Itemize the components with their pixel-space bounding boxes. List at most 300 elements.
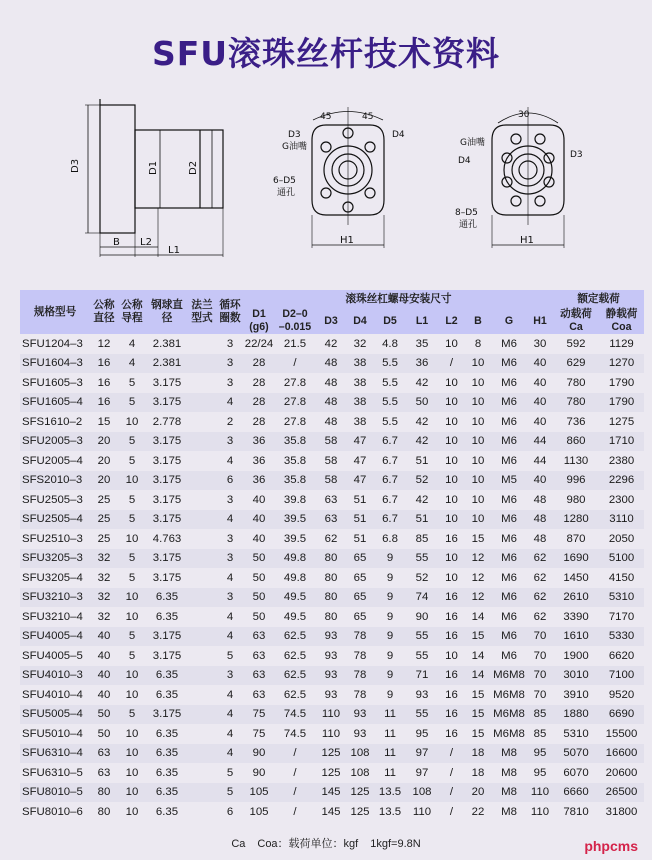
table-cell: 3 (216, 334, 244, 354)
table-cell: 6.35 (146, 763, 188, 783)
side-view-drawing (85, 99, 223, 257)
table-cell: 5 (118, 627, 146, 647)
table-cell: / (438, 763, 465, 783)
table-cell: 6.35 (146, 783, 188, 803)
table-cell: M8 (491, 763, 527, 783)
table-cell: 31800 (599, 802, 644, 822)
table-cell (188, 529, 216, 549)
table-cell: 50 (90, 705, 118, 725)
table-cell: / (274, 802, 316, 822)
table-cell: 50 (90, 724, 118, 744)
table-cell: 3 (216, 354, 244, 374)
model-cell: SFU4010–4 (20, 685, 90, 705)
model-cell: SFS1610–2 (20, 412, 90, 432)
table-cell: 1130 (553, 451, 599, 471)
table-cell: 2 (216, 412, 244, 432)
table-cell: 70 (527, 627, 553, 647)
table-cell (188, 607, 216, 627)
table-row (20, 705, 644, 725)
table-row (20, 607, 644, 627)
table-cell: 50 (244, 568, 274, 588)
table-cell: 74 (406, 588, 438, 608)
watermark-logo: phpcms (584, 838, 638, 854)
table-cell: 6.35 (146, 685, 188, 705)
table-cell: 28 (244, 393, 274, 413)
table-cell: 48 (316, 412, 346, 432)
table-cell: 49.5 (274, 588, 316, 608)
footer-ca: Ca (231, 838, 246, 850)
label-angle-right-a: 45 (362, 112, 374, 122)
table-cell: 592 (553, 334, 599, 354)
table-cell: M8 (491, 744, 527, 764)
label-b-side: B (113, 237, 120, 248)
table-row (20, 802, 644, 822)
table-cell: 10 (118, 666, 146, 686)
model-cell: SFU2510–3 (20, 529, 90, 549)
table-cell: 4 (118, 354, 146, 374)
table-cell: 38 (346, 354, 374, 374)
table-cell: 6.35 (146, 666, 188, 686)
table-cell: 125 (346, 783, 374, 803)
table-cell: 95 (406, 724, 438, 744)
table-cell: 14 (465, 666, 491, 686)
table-cell: 80 (316, 588, 346, 608)
model-cell: SFS2010–3 (20, 471, 90, 491)
header-h1: H1 (527, 308, 553, 334)
table-cell: 47 (346, 471, 374, 491)
label-g-b: G油嘴 (460, 138, 485, 148)
model-cell: SFU5005–4 (20, 705, 90, 725)
table-cell: 63 (316, 510, 346, 530)
table-cell: 1710 (599, 432, 644, 452)
table-cell: 10 (438, 451, 465, 471)
table-cell: 40 (90, 646, 118, 666)
table-cell: 145 (316, 802, 346, 822)
table-row (20, 490, 644, 510)
table-cell: 14 (465, 607, 491, 627)
table-cell: 27.8 (274, 393, 316, 413)
header-b: B (465, 308, 491, 334)
table-cell: 4 (216, 568, 244, 588)
table-cell: 90 (244, 763, 274, 783)
table-cell: 90 (406, 607, 438, 627)
table-cell: 10 (465, 471, 491, 491)
table-cell: M6 (491, 568, 527, 588)
table-row (20, 432, 644, 452)
table-cell: / (274, 354, 316, 374)
table-cell: M8 (491, 783, 527, 803)
table-cell: 10 (118, 724, 146, 744)
table-cell: 62 (527, 588, 553, 608)
table-cell: 10 (438, 412, 465, 432)
table-cell: M6 (491, 412, 527, 432)
table-cell: 16 (438, 724, 465, 744)
table-cell: 9 (374, 588, 406, 608)
table-cell: 42 (406, 373, 438, 393)
table-cell: 5.5 (374, 373, 406, 393)
model-cell: SFU1204–3 (20, 334, 90, 354)
table-cell: 10 (118, 412, 146, 432)
table-cell: 20 (90, 451, 118, 471)
table-cell: 8 (465, 334, 491, 354)
table-cell: 71 (406, 666, 438, 686)
table-cell (188, 763, 216, 783)
table-cell: 35.8 (274, 471, 316, 491)
table-cell: 12 (90, 334, 118, 354)
table-cell: 36 (244, 471, 274, 491)
table-cell: 3.175 (146, 451, 188, 471)
table-cell: 4 (216, 705, 244, 725)
table-cell: 15500 (599, 724, 644, 744)
table-cell: 11 (374, 744, 406, 764)
table-cell: 9 (374, 666, 406, 686)
table-cell: 16600 (599, 744, 644, 764)
table-cell: 49.8 (274, 568, 316, 588)
table-cell: 5310 (599, 588, 644, 608)
table-cell: 108 (346, 763, 374, 783)
table-cell: 63 (90, 763, 118, 783)
table-cell: 4.8 (374, 334, 406, 354)
table-cell: 22 (465, 802, 491, 822)
model-cell: SFU4005–4 (20, 627, 90, 647)
table-cell: 5 (118, 432, 146, 452)
table-cell: 27.8 (274, 412, 316, 432)
table-cell: 55 (406, 627, 438, 647)
table-cell (188, 783, 216, 803)
table-cell: 70 (527, 666, 553, 686)
header-d5: D5 (374, 308, 406, 334)
spec-table-wrapper (20, 290, 644, 822)
header-ball-dia: 钢球直径 (146, 290, 188, 334)
table-cell: M6M8 (491, 685, 527, 705)
table-cell: 4.763 (146, 529, 188, 549)
table-cell: 2380 (599, 451, 644, 471)
table-cell: / (438, 802, 465, 822)
table-cell: 110 (316, 705, 346, 725)
table-row (20, 510, 644, 530)
table-cell: 42 (406, 490, 438, 510)
table-cell: 10 (438, 646, 465, 666)
table-cell: 5 (118, 393, 146, 413)
table-cell: 5 (118, 510, 146, 530)
model-cell: SFU4010–3 (20, 666, 90, 686)
table-cell: 9 (374, 627, 406, 647)
table-cell: 39.5 (274, 529, 316, 549)
table-cell (188, 646, 216, 666)
table-cell: 65 (346, 549, 374, 569)
table-cell: 16 (90, 354, 118, 374)
table-cell: 1880 (553, 705, 599, 725)
table-row (20, 334, 644, 354)
table-cell: 65 (346, 588, 374, 608)
table-row (20, 549, 644, 569)
model-cell: SFU2005–4 (20, 451, 90, 471)
table-cell: 35.8 (274, 451, 316, 471)
label-hole-b: 通孔 (459, 220, 478, 230)
table-cell: 3110 (599, 510, 644, 530)
table-cell: 11 (374, 705, 406, 725)
table-cell: 13.5 (374, 783, 406, 803)
table-cell: 36 (244, 432, 274, 452)
table-cell: M6 (491, 588, 527, 608)
table-cell: 3.175 (146, 393, 188, 413)
table-cell: 6.35 (146, 588, 188, 608)
table-cell: 52 (406, 471, 438, 491)
table-cell: 3.175 (146, 510, 188, 530)
table-cell: 6.35 (146, 724, 188, 744)
table-cell: 6620 (599, 646, 644, 666)
table-cell: 10 (438, 393, 465, 413)
model-cell: SFU6310–4 (20, 744, 90, 764)
header-coa: 静载荷 Coa (599, 308, 644, 334)
table-cell: 4 (216, 607, 244, 627)
table-cell: 20 (90, 432, 118, 452)
table-cell: 10 (465, 510, 491, 530)
spec-table-header (20, 290, 644, 334)
table-cell: 6.7 (374, 510, 406, 530)
table-cell: M6 (491, 373, 527, 393)
table-cell: 10 (118, 783, 146, 803)
table-cell: 1280 (553, 510, 599, 530)
header-model: 规格型号 (20, 290, 90, 334)
table-cell: 10 (465, 412, 491, 432)
flange-a-drawing (312, 107, 384, 248)
table-cell: 48 (527, 490, 553, 510)
table-cell: 3 (216, 490, 244, 510)
table-cell: 47 (346, 432, 374, 452)
table-cell: 6 (216, 471, 244, 491)
table-cell: M6 (491, 490, 527, 510)
table-cell: 40 (90, 627, 118, 647)
table-cell: 48 (316, 373, 346, 393)
table-cell: 6660 (553, 783, 599, 803)
header-lead: 公称导程 (118, 290, 146, 334)
table-cell (188, 802, 216, 822)
table-cell: 10 (438, 490, 465, 510)
model-cell: SFU3210–4 (20, 607, 90, 627)
table-cell: 63 (244, 685, 274, 705)
table-cell: 5310 (553, 724, 599, 744)
table-cell: 9 (374, 607, 406, 627)
table-cell: 780 (553, 393, 599, 413)
table-cell: 3.175 (146, 568, 188, 588)
header-l2: L2 (438, 308, 465, 334)
table-cell: 85 (527, 724, 553, 744)
table-cell (188, 627, 216, 647)
table-cell: 32 (90, 607, 118, 627)
table-cell: 50 (406, 393, 438, 413)
table-cell: 110 (316, 724, 346, 744)
table-cell: 70 (527, 685, 553, 705)
table-cell: 1450 (553, 568, 599, 588)
table-cell: 62 (316, 529, 346, 549)
table-cell: 3 (216, 588, 244, 608)
table-cell: 25 (90, 510, 118, 530)
table-cell: 5.5 (374, 412, 406, 432)
table-cell: 52 (406, 568, 438, 588)
table-row (20, 744, 644, 764)
table-cell: 48 (527, 510, 553, 530)
table-cell: 16 (438, 627, 465, 647)
table-cell: 5 (118, 549, 146, 569)
table-cell: 40 (244, 529, 274, 549)
table-cell: 40 (90, 666, 118, 686)
table-cell: 90 (244, 744, 274, 764)
label-d2-side: D2 (188, 160, 199, 175)
table-cell: 62 (527, 607, 553, 627)
header-load-group: 额定载荷 (553, 290, 644, 308)
table-cell: 9 (374, 549, 406, 569)
table-cell (188, 471, 216, 491)
table-cell: 15 (465, 685, 491, 705)
table-cell: 63 (244, 666, 274, 686)
model-cell: SFU1605–4 (20, 393, 90, 413)
table-cell: 25 (90, 529, 118, 549)
table-row (20, 529, 644, 549)
table-cell: 63 (244, 627, 274, 647)
table-row (20, 627, 644, 647)
model-cell: SFU3210–3 (20, 588, 90, 608)
table-cell: 62.5 (274, 627, 316, 647)
table-cell: 42 (406, 412, 438, 432)
table-cell (188, 744, 216, 764)
table-cell: 93 (316, 646, 346, 666)
table-cell (188, 685, 216, 705)
table-cell: 93 (316, 685, 346, 705)
table-cell: 51 (346, 490, 374, 510)
label-d5-a: 6–D5 (273, 176, 296, 186)
table-cell: 2.778 (146, 412, 188, 432)
table-cell: / (438, 354, 465, 374)
table-cell: / (438, 744, 465, 764)
model-cell: SFU1604–3 (20, 354, 90, 374)
table-cell: 28 (244, 354, 274, 374)
table-cell: 3.175 (146, 646, 188, 666)
table-cell: 6.7 (374, 432, 406, 452)
table-cell: 3.175 (146, 705, 188, 725)
table-cell: 12 (465, 568, 491, 588)
model-cell: SFU8010–6 (20, 802, 90, 822)
table-cell: 10 (465, 373, 491, 393)
table-cell (188, 705, 216, 725)
table-cell: 93 (346, 724, 374, 744)
table-cell: M6 (491, 607, 527, 627)
table-cell: 18 (465, 763, 491, 783)
table-cell: 28 (244, 412, 274, 432)
table-cell: 35.8 (274, 432, 316, 452)
label-d5-b: 8–D5 (455, 208, 478, 218)
model-cell: SFU3205–4 (20, 568, 90, 588)
table-cell: 26500 (599, 783, 644, 803)
table-cell: 16 (438, 705, 465, 725)
table-cell: 4 (118, 334, 146, 354)
table-cell: 62 (527, 549, 553, 569)
label-d1-side: D1 (148, 160, 159, 175)
table-cell: 65 (346, 607, 374, 627)
spec-table-body (20, 334, 644, 822)
table-cell: M6 (491, 510, 527, 530)
table-cell: 42 (406, 432, 438, 452)
table-cell: 2.381 (146, 354, 188, 374)
table-cell: M6 (491, 529, 527, 549)
table-cell (188, 490, 216, 510)
table-cell: 10 (438, 510, 465, 530)
table-cell: 16 (438, 588, 465, 608)
table-cell: 14 (465, 646, 491, 666)
table-cell: 62.5 (274, 685, 316, 705)
table-cell: 15 (90, 412, 118, 432)
table-cell: 6 (216, 802, 244, 822)
table-cell: 125 (346, 802, 374, 822)
table-cell: M6 (491, 334, 527, 354)
table-cell: 78 (346, 646, 374, 666)
table-row (20, 685, 644, 705)
table-cell: 6070 (553, 763, 599, 783)
table-cell: 28 (244, 373, 274, 393)
table-cell (188, 432, 216, 452)
model-cell: SFU1605–3 (20, 373, 90, 393)
table-cell: 11 (374, 724, 406, 744)
table-cell: 4 (216, 685, 244, 705)
table-cell: 5070 (553, 744, 599, 764)
model-cell: SFU3205–3 (20, 549, 90, 569)
table-cell: 7810 (553, 802, 599, 822)
table-cell: 6.8 (374, 529, 406, 549)
table-cell: 110 (527, 802, 553, 822)
table-cell: 10 (118, 471, 146, 491)
table-cell: 3.175 (146, 373, 188, 393)
table-cell: 80 (316, 568, 346, 588)
table-cell: M6 (491, 354, 527, 374)
table-cell: 3.175 (146, 627, 188, 647)
table-cell: 10 (465, 451, 491, 471)
label-h1-a: H1 (340, 235, 354, 246)
table-cell: 16 (438, 685, 465, 705)
table-cell: 125 (316, 763, 346, 783)
table-cell: 6.7 (374, 490, 406, 510)
table-row (20, 373, 644, 393)
model-cell: SFU5010–4 (20, 724, 90, 744)
table-cell: M6 (491, 451, 527, 471)
table-cell: 80 (90, 802, 118, 822)
table-cell: / (438, 783, 465, 803)
table-cell: 22/24 (244, 334, 274, 354)
label-hole-a: 通孔 (277, 188, 296, 198)
table-cell: 10 (118, 763, 146, 783)
table-cell: 2.381 (146, 334, 188, 354)
label-d4-b: D4 (458, 156, 471, 166)
table-cell: 996 (553, 471, 599, 491)
table-cell: 15 (465, 627, 491, 647)
table-cell: 125 (316, 744, 346, 764)
table-cell: 36 (244, 451, 274, 471)
footer-conversion: 1kgf=9.8N (370, 838, 421, 850)
table-cell: M5 (491, 471, 527, 491)
table-cell: 4 (216, 627, 244, 647)
table-cell: 4 (216, 724, 244, 744)
table-cell: 20 (465, 783, 491, 803)
table-cell: 7170 (599, 607, 644, 627)
table-cell: 74.5 (274, 705, 316, 725)
page-title: SFU滚珠丝杆技术资料 (151, 34, 501, 73)
table-cell: 49.8 (274, 549, 316, 569)
table-cell: 736 (553, 412, 599, 432)
table-row (20, 666, 644, 686)
table-cell: 20600 (599, 763, 644, 783)
table-cell: 2296 (599, 471, 644, 491)
table-cell: 78 (346, 627, 374, 647)
table-cell: 110 (527, 783, 553, 803)
